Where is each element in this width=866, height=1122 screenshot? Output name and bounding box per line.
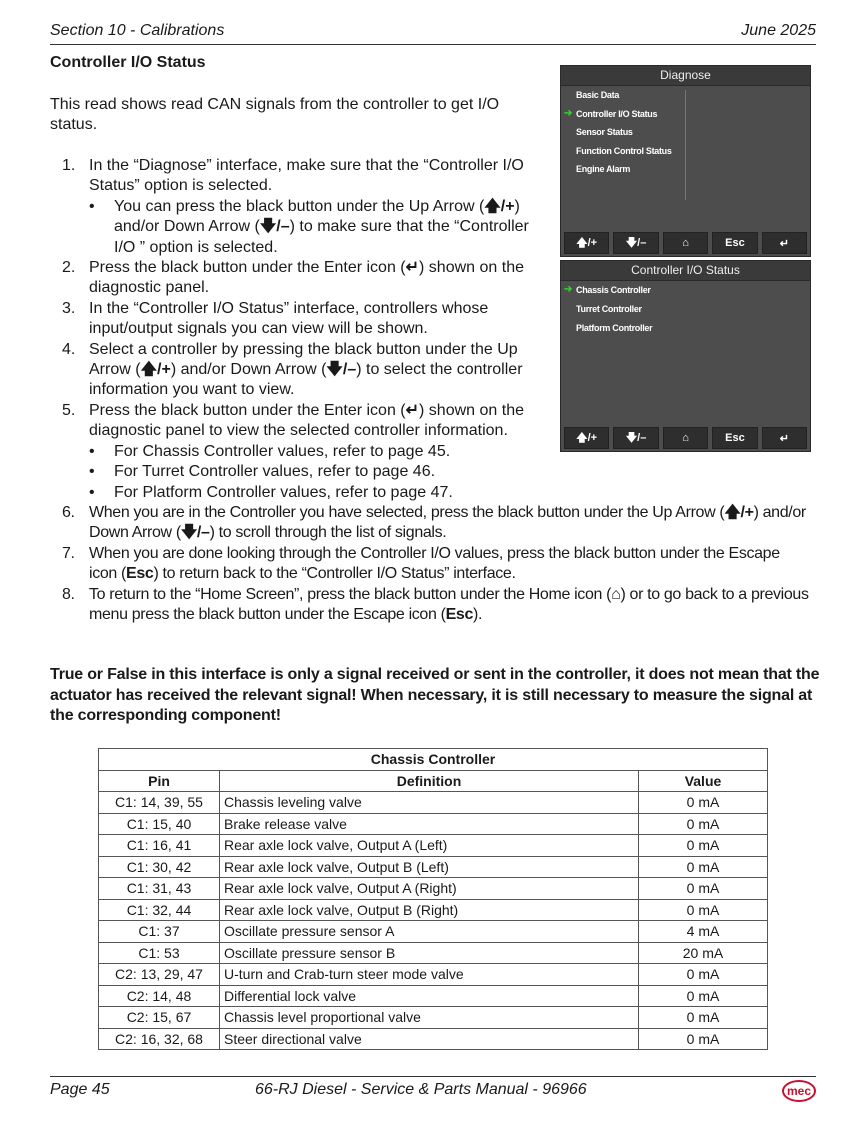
- enter-icon: ↵: [405, 259, 420, 277]
- value-cell: 0 mA: [639, 1028, 768, 1050]
- up-arrow-icon: 🡅/+: [484, 197, 515, 215]
- step-1-bullet: • You can press the black button under the Up Arrow (🡅/+) and/or Down Arrow (🡇/–) to make sure that the “Controller I/O ” option is selected.: [89, 197, 539, 258]
- screen-title: Controller I/O Status: [561, 261, 810, 281]
- page-footer: [50, 1076, 816, 1107]
- value-cell: 20 mA: [639, 942, 768, 964]
- divider: [685, 90, 686, 200]
- definition-cell: Rear axle lock valve, Output B (Right): [220, 899, 639, 921]
- menu-item-turret-controller[interactable]: Turret Controller: [576, 304, 642, 314]
- definition-cell: Chassis leveling valve: [220, 792, 639, 814]
- down-minus-button[interactable]: 🡇/–: [613, 427, 658, 449]
- pin-cell: C2: 13, 29, 47: [99, 964, 220, 986]
- enter-icon: ↵: [405, 401, 420, 419]
- enter-button[interactable]: ↵: [762, 427, 807, 449]
- value-cell: 0 mA: [639, 985, 768, 1007]
- down-arrow-icon: 🡇/–: [326, 361, 357, 379]
- menu-item-platform-controller[interactable]: Platform Controller: [576, 323, 653, 333]
- step-6: 6. When you are in the Controller you have selected, press the black button under the Up Arrow (🡅/+) and/or Down Arrow (🡇/–) to scroll through the list of signals.: [62, 503, 806, 542]
- table-row: [99, 878, 768, 900]
- screen-menu: [561, 86, 810, 229]
- definition-cell: Rear axle lock valve, Output A (Left): [220, 835, 639, 857]
- value-cell: 0 mA: [639, 1007, 768, 1029]
- menu-item-engine-alarm[interactable]: Engine Alarm: [576, 164, 631, 174]
- page-reference: • For Turret Controller values, refer to page 46.: [89, 462, 539, 482]
- up-plus-button[interactable]: 🡅/+: [564, 232, 609, 254]
- pin-cell: C1: 16, 41: [99, 835, 220, 857]
- definition-cell: Rear axle lock valve, Output B (Left): [220, 856, 639, 878]
- selection-arrow-icon: ➔: [564, 108, 573, 119]
- step-2: 2. Press the black button under the Enter icon (↵) shown on the diagnostic panel.: [62, 259, 524, 297]
- table-row: [99, 985, 768, 1007]
- home-button[interactable]: ⌂: [663, 427, 708, 449]
- pin-cell: C1: 30, 42: [99, 856, 220, 878]
- enter-button[interactable]: ↵: [762, 232, 807, 254]
- table-row: [99, 792, 768, 814]
- table-row: [99, 921, 768, 943]
- value-cell: 4 mA: [639, 921, 768, 943]
- esc-icon: Esc: [126, 565, 154, 583]
- column-header-definition: Definition: [220, 770, 639, 792]
- value-cell: 0 mA: [639, 964, 768, 986]
- step-1: 1. In the “Diagnose” interface, make sure that the “Controller I/O Status” option is selected. • You can press the black button under the Up Arrow (🡅/+) and/or Down Arrow (🡇/–) to make sure that the “Controller I/O ” option is selected.: [50, 156, 539, 258]
- manual-title: 66-RJ Diesel - Service & Parts Manual - 96966: [255, 1081, 587, 1098]
- table-row: [99, 835, 768, 857]
- page-reference: • For Platform Controller values, refer to page 47.: [89, 483, 539, 503]
- table-row: [99, 964, 768, 986]
- definition-cell: Oscillate pressure sensor B: [220, 942, 639, 964]
- value-cell: 0 mA: [639, 792, 768, 814]
- value-cell: 0 mA: [639, 813, 768, 835]
- home-button[interactable]: ⌂: [663, 232, 708, 254]
- step-5: 5. Press the black button under the Enter icon (↵) shown on the diagnostic panel to view the selected controller information. • For Chassis Controller values, refer to page 45. • For Turret Controller values, refer to page 46. • For Platform Controller values, refer to page 47.: [50, 401, 539, 503]
- page-number: Page 45: [50, 1081, 110, 1098]
- table-row: [99, 813, 768, 835]
- chassis-controller-table: [98, 748, 768, 1050]
- value-cell: 0 mA: [639, 835, 768, 857]
- table-caption: Chassis Controller: [99, 749, 768, 771]
- definition-cell: Steer directional valve: [220, 1028, 639, 1050]
- diagnose-screen: [560, 65, 811, 257]
- up-arrow-icon: 🡅/+: [724, 503, 754, 521]
- date-label: June 2025: [741, 22, 816, 39]
- esc-icon: Esc: [445, 605, 474, 623]
- screen-menu: [561, 281, 810, 424]
- pin-cell: C1: 15, 40: [99, 813, 220, 835]
- step-3: 3. In the “Controller I/O Status” interface, controllers whose input/output signals you can view will be shown.: [62, 299, 489, 338]
- table-row: [99, 856, 768, 878]
- value-cell: 0 mA: [639, 899, 768, 921]
- menu-item-controller-io-status[interactable]: Controller I/O Status: [576, 109, 658, 119]
- definition-cell: Brake release valve: [220, 813, 639, 835]
- definition-cell: Chassis level proportional valve: [220, 1007, 639, 1029]
- down-arrow-icon: 🡇/–: [259, 218, 290, 236]
- pin-cell: C2: 16, 32, 68: [99, 1028, 220, 1050]
- table-row: [99, 1007, 768, 1029]
- table-row: [99, 942, 768, 964]
- esc-button[interactable]: Esc: [712, 232, 757, 254]
- mec-logo: mec: [782, 1080, 816, 1102]
- down-minus-button[interactable]: 🡇/–: [613, 232, 658, 254]
- step-7: 7. When you are done looking through the Controller I/O values, press the black button under the Escape icon (Esc) to return back to the “Controller I/O Status” interface.: [62, 544, 780, 583]
- menu-item-chassis-controller[interactable]: Chassis Controller: [576, 285, 651, 295]
- definition-cell: Oscillate pressure sensor A: [220, 921, 639, 943]
- pin-cell: C2: 15, 67: [99, 1007, 220, 1029]
- pin-cell: C2: 14, 48: [99, 985, 220, 1007]
- table-row: [99, 899, 768, 921]
- intro-paragraph: This read shows read CAN signals from the controller to get I/O status.: [50, 96, 500, 133]
- table-row: [99, 1028, 768, 1050]
- menu-item-function-control-status[interactable]: Function Control Status: [576, 146, 672, 156]
- pin-cell: C1: 37: [99, 921, 220, 943]
- pin-cell: C1: 32, 44: [99, 899, 220, 921]
- up-arrow-icon: 🡅/+: [140, 361, 171, 379]
- screen-title: Diagnose: [561, 66, 810, 86]
- selection-arrow-icon: ➔: [564, 284, 573, 295]
- home-icon: ⌂: [611, 585, 621, 603]
- menu-item-basic-data[interactable]: Basic Data: [576, 90, 620, 100]
- section-label: Section 10 - Calibrations: [50, 22, 225, 39]
- esc-button[interactable]: Esc: [712, 427, 757, 449]
- pin-cell: C1: 31, 43: [99, 878, 220, 900]
- page-reference: • For Chassis Controller values, refer to page 45.: [89, 442, 539, 462]
- pin-cell: C1: 14, 39, 55: [99, 792, 220, 814]
- definition-cell: U-turn and Crab-turn steer mode valve: [220, 964, 639, 986]
- warning-note: True or False in this interface is only a signal received or sent in the controller, it does not mean that the actuator has received the relevant signal! When necessary, it is still necessary to measure the signal at the corresponding component!: [50, 666, 820, 724]
- controller-io-status-screen: [560, 260, 811, 452]
- page-header: [50, 22, 816, 45]
- menu-item-sensor-status[interactable]: Sensor Status: [576, 127, 633, 137]
- definition-cell: Rear axle lock valve, Output A (Right): [220, 878, 639, 900]
- screen-button-bar: [561, 229, 810, 256]
- pin-cell: C1: 53: [99, 942, 220, 964]
- step-8: 8. To return to the “Home Screen”, press the black button under the Home icon (⌂) or to go back to a previous menu press the black button under the Escape icon (Esc).: [62, 585, 809, 623]
- column-header-value: Value: [639, 770, 768, 792]
- value-cell: 0 mA: [639, 878, 768, 900]
- down-arrow-icon: 🡇/–: [180, 524, 210, 542]
- step-4: 4. Select a controller by pressing the black button under the Up Arrow (🡅/+) and/or Down Arrow (🡇/–) to select the controller information you want to view.: [62, 340, 523, 399]
- definition-cell: Differential lock valve: [220, 985, 639, 1007]
- page-title: Controller I/O Status: [50, 54, 206, 71]
- column-header-pin: Pin: [99, 770, 220, 792]
- screen-button-bar: [561, 424, 810, 451]
- value-cell: 0 mA: [639, 856, 768, 878]
- up-plus-button[interactable]: 🡅/+: [564, 427, 609, 449]
